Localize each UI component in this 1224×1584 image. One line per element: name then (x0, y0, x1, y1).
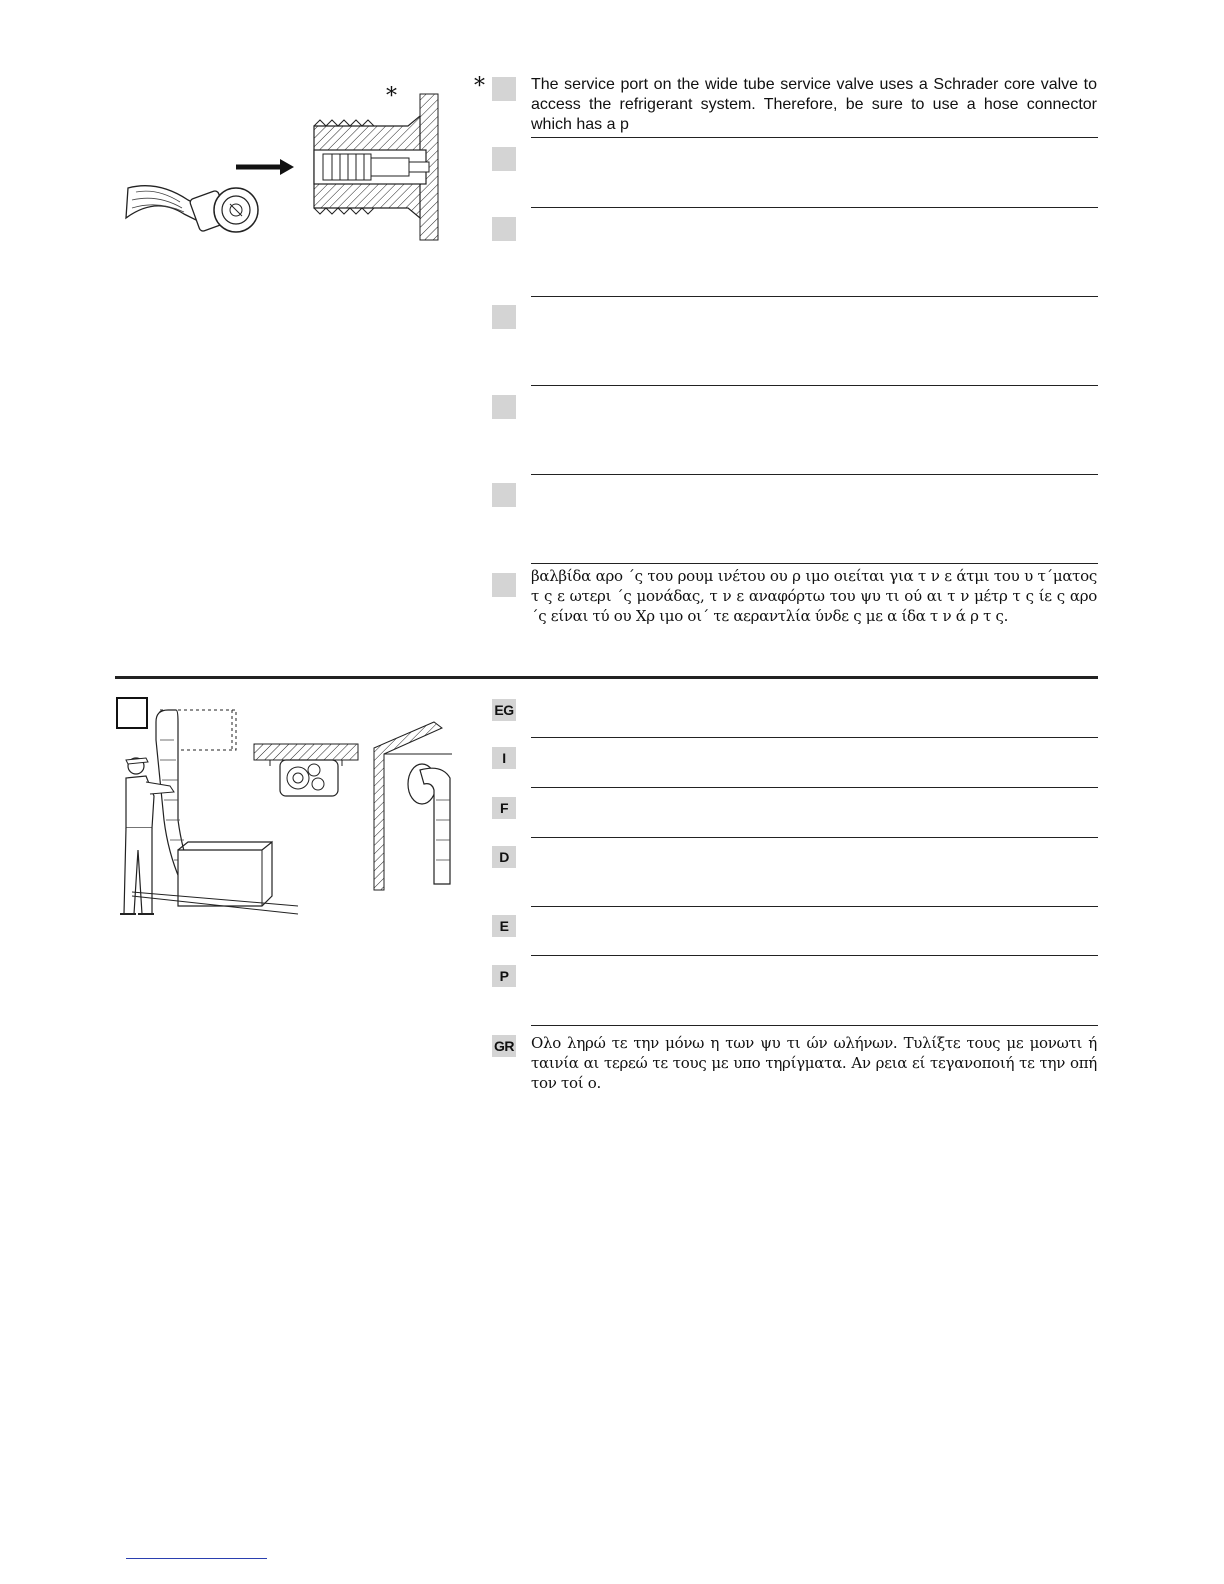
language-label-p: P (492, 965, 516, 987)
divider (531, 787, 1098, 788)
language-marker-1 (492, 77, 516, 101)
language-marker-3 (492, 217, 516, 241)
footer-rule (126, 1558, 267, 1559)
language-marker-6 (492, 483, 516, 507)
divider (531, 296, 1098, 297)
language-marker-5 (492, 395, 516, 419)
language-label-e: E (492, 915, 516, 937)
language-marker-7 (492, 573, 516, 597)
divider (531, 737, 1098, 738)
language-marker-2 (492, 147, 516, 171)
language-label-f: F (492, 797, 516, 819)
language-label-gr: GR (492, 1035, 516, 1057)
section-divider (115, 676, 1098, 679)
marker-asterisk: * (474, 74, 485, 99)
divider (531, 837, 1098, 838)
divider (531, 563, 1098, 564)
greek-insulation-text: Ολο ληρώ τε την μόνω η των ψυ τι ών ωλήνων. Τυλίξτε τους με μονωτι ή ταινία αι τερεώ τε τους με υπο τηρίγματα. Αν ρεια εί τεγανοποιή τε την οπή τον τοί ο. (531, 1034, 1097, 1092)
divider (531, 137, 1098, 138)
language-marker-4 (492, 305, 516, 329)
figure-asterisk: * (386, 84, 397, 109)
divider (531, 474, 1098, 475)
language-label-i: I (492, 747, 516, 769)
divider (531, 955, 1098, 956)
divider (531, 207, 1098, 208)
language-label-d: D (492, 846, 516, 868)
service-valve-illustration (118, 84, 458, 258)
english-instruction-text: The service port on the wide tube service valve uses a Schrader core valve to access the refrigerant system. Therefore, be sure to use a hose connector which has a p (531, 76, 1097, 133)
greek-instruction-text: βαλβίδα αρο ΄ς του ρουμ ινέτου ου ρ ιμο οιείται για τ ν ε άτμι του υ τ΄ματος τ ς ε ωτερι ΄ς μονάδας, τ ν ε αναφόρτω του ψυ τι ού αι τ ν μέτρ τ ς ίε ς αρο ΄ς είναι τύ ου Χρ ιμο οι΄ τε αεραντλία ύνδε ς με α ίδα τ ν ά ρ τ ς. (531, 567, 1097, 625)
divider (531, 385, 1098, 386)
divider (531, 1025, 1098, 1026)
language-label-eg: EG (492, 699, 516, 721)
pipe-insulation-illustration (112, 700, 462, 930)
divider (531, 906, 1098, 907)
